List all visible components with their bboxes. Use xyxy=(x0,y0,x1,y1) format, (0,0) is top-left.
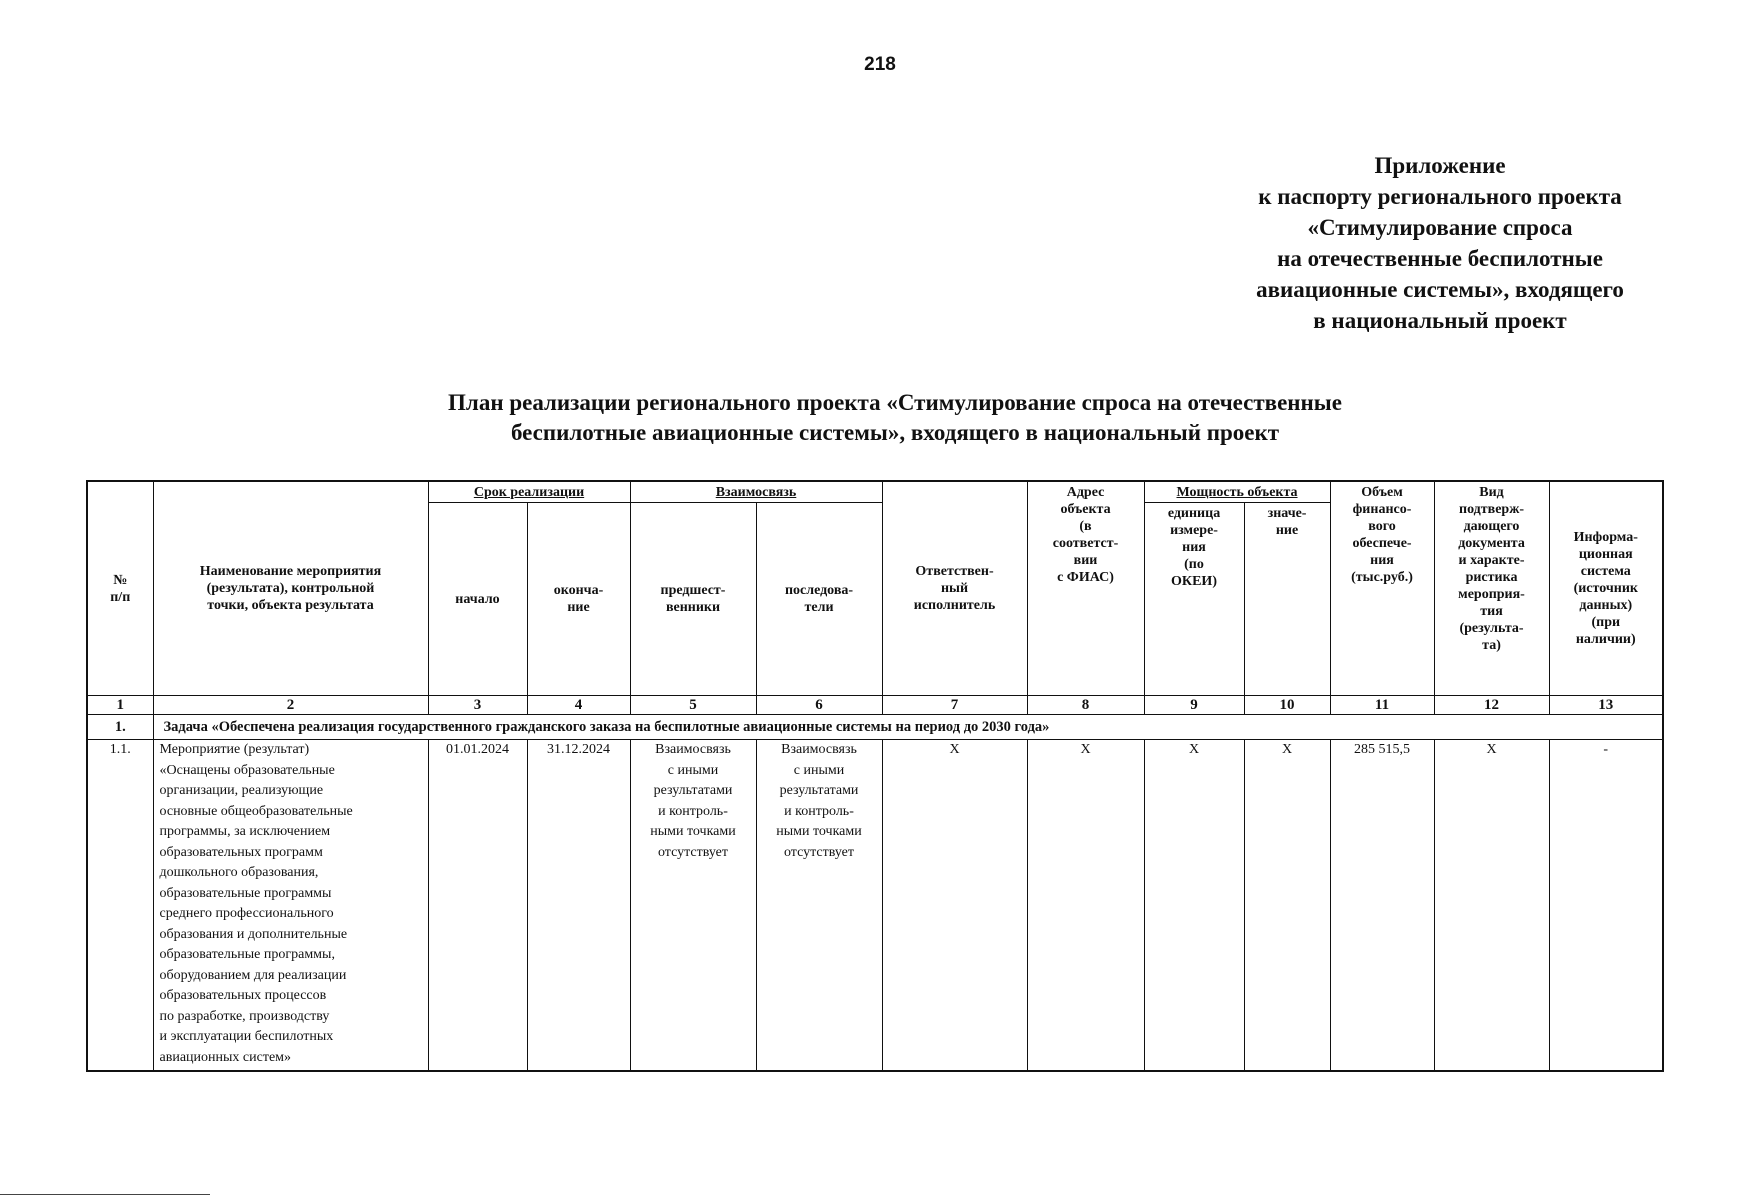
header-term-start: начало xyxy=(428,503,527,696)
column-number: 11 xyxy=(1330,696,1434,715)
item-address: Х xyxy=(1027,740,1144,1072)
header-doc-type: Вид подтверж- дающего документа и характе- ристика мероприя- тия (результа- та) xyxy=(1434,481,1549,696)
column-number: 3 xyxy=(428,696,527,715)
header-cap-value: значе- ние xyxy=(1244,503,1330,696)
column-number: 7 xyxy=(882,696,1027,715)
header-cap-unit: единица измере- ния (по ОКЕИ) xyxy=(1144,503,1244,696)
item-end-date: 31.12.2024 xyxy=(527,740,630,1072)
appendix-line: «Стимулирование спроса xyxy=(1307,215,1573,240)
column-number: 8 xyxy=(1027,696,1144,715)
appendix-line: Приложение xyxy=(1374,153,1506,178)
header-info-system: Информа- ционная система (источник данных) (при наличии) xyxy=(1549,481,1663,696)
header-link: Взаимосвязь xyxy=(630,481,882,503)
column-number-row xyxy=(87,696,1663,715)
column-number: 10 xyxy=(1244,696,1330,715)
scan-edge-line xyxy=(0,1194,210,1195)
column-number: 6 xyxy=(756,696,882,715)
header-link-next: последова- тели xyxy=(756,503,882,696)
plan-title xyxy=(180,388,1610,448)
appendix-heading xyxy=(1160,150,1720,336)
task-row xyxy=(87,715,1663,740)
column-number: 5 xyxy=(630,696,756,715)
plan-title-line: План реализации регионального проекта «Стимулирование спроса на отечественные xyxy=(448,390,1342,415)
header-capacity: Мощность объекта xyxy=(1144,481,1330,503)
item-finance: 285 515,5 xyxy=(1330,740,1434,1072)
task-number: 1. xyxy=(87,715,153,740)
plan-table xyxy=(86,480,1664,1072)
item-capacity-value: Х xyxy=(1244,740,1330,1072)
header-term-end: оконча- ние xyxy=(527,503,630,696)
header-responsible: Ответствен- ный исполнитель xyxy=(882,481,1027,696)
appendix-line: к паспорту регионального проекта xyxy=(1258,184,1622,209)
table-row xyxy=(87,740,1663,1072)
item-start-date: 01.01.2024 xyxy=(428,740,527,1072)
column-number: 9 xyxy=(1144,696,1244,715)
column-number: 4 xyxy=(527,696,630,715)
header-address: Адрес объекта (в соответст- вии с ФИАС) xyxy=(1027,481,1144,696)
column-number: 12 xyxy=(1434,696,1549,715)
appendix-line: на отечественные беспилотные xyxy=(1277,246,1603,271)
item-doc-type: Х xyxy=(1434,740,1549,1072)
item-name: Мероприятие (результат) «Оснащены образовательные организации, реализующие основные общеобразовательные программы, за исключением образовательных программ дошкольного образования, образовательные программы среднего профессионального образования и дополнительные образовательные программы, оборудованием для реализации образовательных процессов по разработке, производству и эксплуатации беспилотных авиационных систем» xyxy=(153,740,428,1072)
column-number: 1 xyxy=(87,696,153,715)
appendix-line: в национальный проект xyxy=(1313,308,1567,333)
item-responsible: Х xyxy=(882,740,1027,1072)
item-predecessors: Взаимосвязь с иными результатами и контроль- ными точками отсутствует xyxy=(630,740,756,1072)
column-number: 2 xyxy=(153,696,428,715)
appendix-line: авиационные системы», входящего xyxy=(1256,277,1624,302)
header-name: Наименование мероприятия (результата), контрольной точки, объекта результата xyxy=(153,481,428,696)
item-info-system: - xyxy=(1549,740,1663,1072)
item-number: 1.1. xyxy=(87,740,153,1072)
item-successors: Взаимосвязь с иными результатами и контроль- ными точками отсутствует xyxy=(756,740,882,1072)
item-capacity-unit: Х xyxy=(1144,740,1244,1072)
header-num: № п/п xyxy=(87,481,153,696)
header-link-prev: предшест- венники xyxy=(630,503,756,696)
column-number: 13 xyxy=(1549,696,1663,715)
plan-title-line: беспилотные авиационные системы», входящего в национальный проект xyxy=(510,420,1280,445)
task-text: Задача «Обеспечена реализация государственного гражданского заказа на беспилотные авиационные системы на период до 2030 года» xyxy=(153,715,1663,740)
header-term: Срок реализации xyxy=(428,481,630,503)
page-number: 218 xyxy=(864,54,896,75)
header-finance: Объем финансо- вого обеспече- ния (тыс.руб.) xyxy=(1330,481,1434,696)
